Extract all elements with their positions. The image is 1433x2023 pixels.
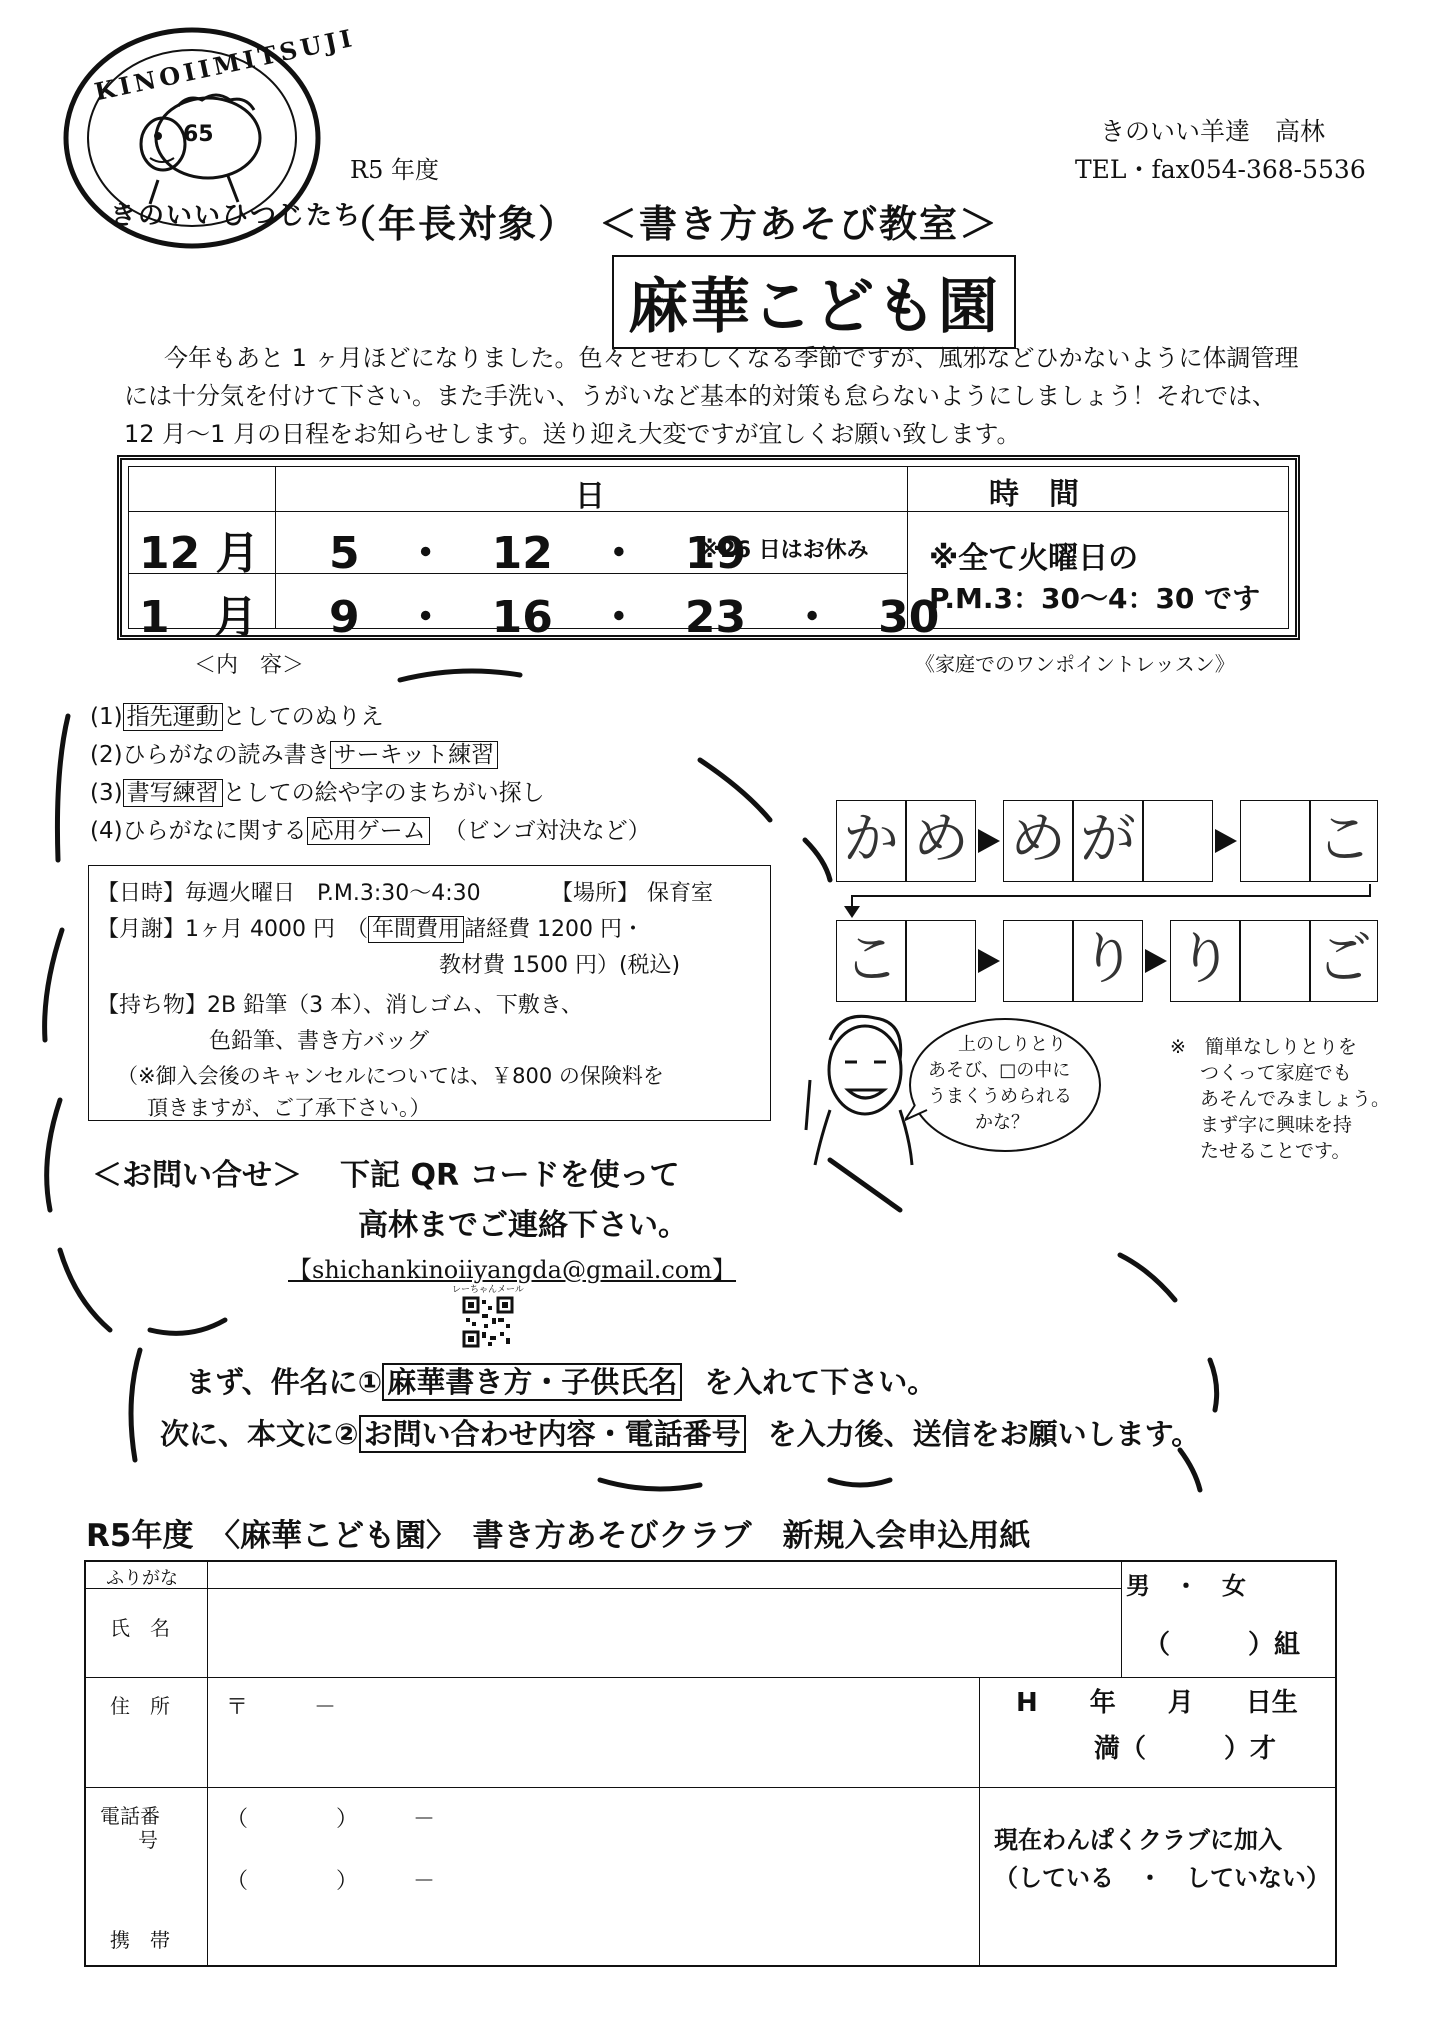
shiritori-cell: こ	[1310, 800, 1378, 882]
info-items-2: 色鉛筆、書き方バッグ	[209, 1029, 430, 1054]
schedule-month-jan: 1 月	[139, 592, 258, 643]
org-name: きのいい羊達 高林	[1100, 117, 1326, 146]
info-cancel-1: （※御入会後のキャンセルについては、￥800 の保険料を	[117, 1064, 664, 1088]
lesson-note-line-1: ※ 簡単なしりとりを	[1170, 1036, 1357, 1058]
inquiry-step-1: まず、件名に① 麻華書き方・子供氏名 を入れて下さい。	[186, 1365, 937, 1399]
shiritori-cell	[1143, 800, 1213, 882]
birth-date-field[interactable]: H 年 月 日生	[1016, 1688, 1298, 1718]
shiritori-cell: め	[906, 800, 976, 882]
page-title: 麻華こども園	[612, 255, 1016, 349]
schedule-header-day: 日	[575, 479, 605, 514]
shiritori-cell	[1240, 800, 1310, 882]
content-item-2: (2)ひらがなの読み書き サーキット練習	[90, 736, 498, 769]
content-item-4: (4)ひらがなに関する 応用ゲーム （ビンゴ対決など）	[90, 818, 651, 844]
shiritori-cell: め	[1003, 800, 1073, 882]
content-item-1: (1) 指先運動 としてのぬりえ	[90, 704, 384, 730]
content-item-3-boxed: 書写練習	[123, 779, 223, 807]
subtitle: （年長対象） ＜書き方あそび教室＞	[338, 202, 1000, 246]
mobile-label: 携 帯	[110, 1928, 170, 1952]
speech-line-1: 上のしりとり	[958, 1034, 1066, 1055]
shiritori-cell	[1240, 920, 1310, 1002]
age-field[interactable]: 満（ ）才	[1094, 1734, 1277, 1764]
shiritori-cell: こ	[836, 920, 906, 1002]
application-form	[84, 1560, 1337, 1967]
qr-caption: レーちゃんメール	[452, 1285, 524, 1295]
logo-face-number: 65	[183, 122, 214, 147]
name-field[interactable]	[209, 1590, 1119, 1675]
speech-line-2: あそび、□の中に	[928, 1060, 1071, 1081]
arrow-right-icon	[1215, 829, 1237, 853]
schedule-month-dec: 12 月	[139, 528, 260, 579]
shiritori-cell	[1003, 920, 1073, 1002]
shiritori-cell: か	[836, 800, 906, 882]
intro-line-2: には十分気を付けて下さい。また手洗い、うがいなど基本的対策も怠らないようにしましょう！それでは、	[124, 382, 1276, 410]
phone-label-line-2: 号	[138, 1828, 158, 1852]
arrow-right-icon	[978, 829, 1000, 853]
schedule-header-time: 時 間	[989, 477, 1079, 512]
turn-arrow-icon	[840, 880, 1380, 920]
lesson-heading: 《家庭でのワンポイントレッスン》	[915, 652, 1235, 676]
class-field[interactable]: （ ）組	[1144, 1630, 1301, 1660]
tel-fax: TEL・fax054-368-5536	[1075, 155, 1366, 184]
furigana-label: ふりがな	[106, 1568, 178, 1589]
qr-code-icon[interactable]	[462, 1296, 514, 1348]
schedule-days-dec: 5 ・ 12 ・ 19	[329, 528, 747, 579]
speech-line-4: かな？	[975, 1112, 1029, 1133]
info-datetime: 【日時】毎週火曜日 P.M.3:30～4:30	[97, 881, 481, 906]
inquiry-heading: ＜お問い合せ＞	[92, 1158, 302, 1193]
logo-text-top: KINOIIMITSUJI	[91, 22, 359, 107]
info-cancel-2: 頂きますが、ご了承下さい。）	[147, 1096, 431, 1120]
arrow-right-icon	[978, 949, 1000, 973]
lesson-note-line-5: たせることです。	[1200, 1140, 1351, 1162]
inquiry-email[interactable]: 【shichankinoiiyangda@gmail.com】	[288, 1256, 737, 1284]
logo-text-bottom: きのいいひつじたち	[110, 201, 363, 231]
shiritori-cell: り	[1073, 920, 1143, 1002]
intro-line-3: 12 月～1 月の日程をお知らせします。送り迎え大変ですが宜しくお願い致します。	[124, 420, 1021, 448]
inquiry-step-2: 次に、本文に② お問い合わせ内容・電話番号 を入力後、送信をお願いします。	[160, 1417, 1201, 1451]
schedule-time-line-1: ※全て火曜日の	[929, 541, 1139, 576]
info-fee: 【月謝】1ヶ月 4000 円 （ 年間費用 諸経費 1200 円・	[97, 917, 644, 942]
shiritori-cell: ご	[1310, 920, 1378, 1002]
step-1-boxed: 麻華書き方・子供氏名	[382, 1363, 682, 1401]
lesson-note-line-2: つくって家庭でも	[1200, 1062, 1352, 1084]
club-status-label: 現在わんぱくクラブに加入	[994, 1826, 1282, 1854]
schedule-time-line-2: P.M.3：30～4：30 です	[929, 582, 1261, 615]
schedule-days-jan: 9 ・ 16 ・ 23 ・ 30	[329, 592, 940, 643]
intro-line-1: 今年もあと 1 ヶ月ほどになりました。色々とせわしくなる季節ですが、風邪などひかないように体調管理	[164, 344, 1299, 372]
content-item-2-boxed: サーキット練習	[330, 741, 499, 769]
phone-field[interactable]: （ ） －	[226, 1807, 436, 1832]
lesson-note-line-3: あそんでみましょう。	[1200, 1088, 1391, 1110]
info-place: 【場所】 保育室	[551, 881, 714, 906]
form-title: R5年度 〈麻華こども園〉 書き方あそびクラブ 新規入会申込用紙	[86, 1518, 1031, 1554]
phone-label-line-1: 電話番	[100, 1804, 160, 1828]
shiritori-cell: が	[1073, 800, 1143, 882]
address-label: 住 所	[110, 1694, 170, 1718]
content-item-3: (3) 書写練習 としての絵や字のまちがい探し	[90, 780, 545, 806]
name-label: 氏 名	[110, 1616, 170, 1640]
furigana-field[interactable]	[209, 1564, 1119, 1586]
club-status-select[interactable]: （している ・ していない）	[994, 1864, 1330, 1892]
info-material: 教材費 1500 円）(税込)	[439, 953, 681, 978]
mobile-field[interactable]: （ ） －	[226, 1869, 436, 1894]
speech-line-3: うまくうめられる	[928, 1086, 1072, 1107]
info-items-1: 【持ち物】2B 鉛筆（3 本）、消しゴム、下敷き、	[97, 993, 583, 1018]
step-2-boxed: お問い合わせ内容・電話番号	[359, 1415, 746, 1453]
gender-select[interactable]: 男 ・ 女	[1126, 1572, 1246, 1600]
address-field[interactable]: 〒 －	[226, 1695, 337, 1720]
fiscal-year: R5 年度	[350, 156, 439, 184]
shiritori-cell: り	[1170, 920, 1240, 1002]
content-heading: ＜内 容＞	[194, 653, 305, 678]
schedule-note-dec: ※26 日はお休み	[699, 538, 869, 563]
shiritori-cell	[906, 920, 976, 1002]
arrow-right-icon	[1145, 949, 1167, 973]
lesson-note-line-4: まず字に興味を持	[1200, 1114, 1353, 1136]
inquiry-line-2: 高林までご連絡下さい。	[358, 1208, 688, 1243]
teacher-illustration	[800, 1010, 920, 1170]
content-item-4-boxed: 応用ゲーム	[307, 817, 430, 845]
content-item-1-boxed: 指先運動	[123, 703, 223, 731]
info-box	[88, 865, 771, 1121]
inquiry-line-1: 下記 QR コードを使って	[340, 1158, 680, 1193]
